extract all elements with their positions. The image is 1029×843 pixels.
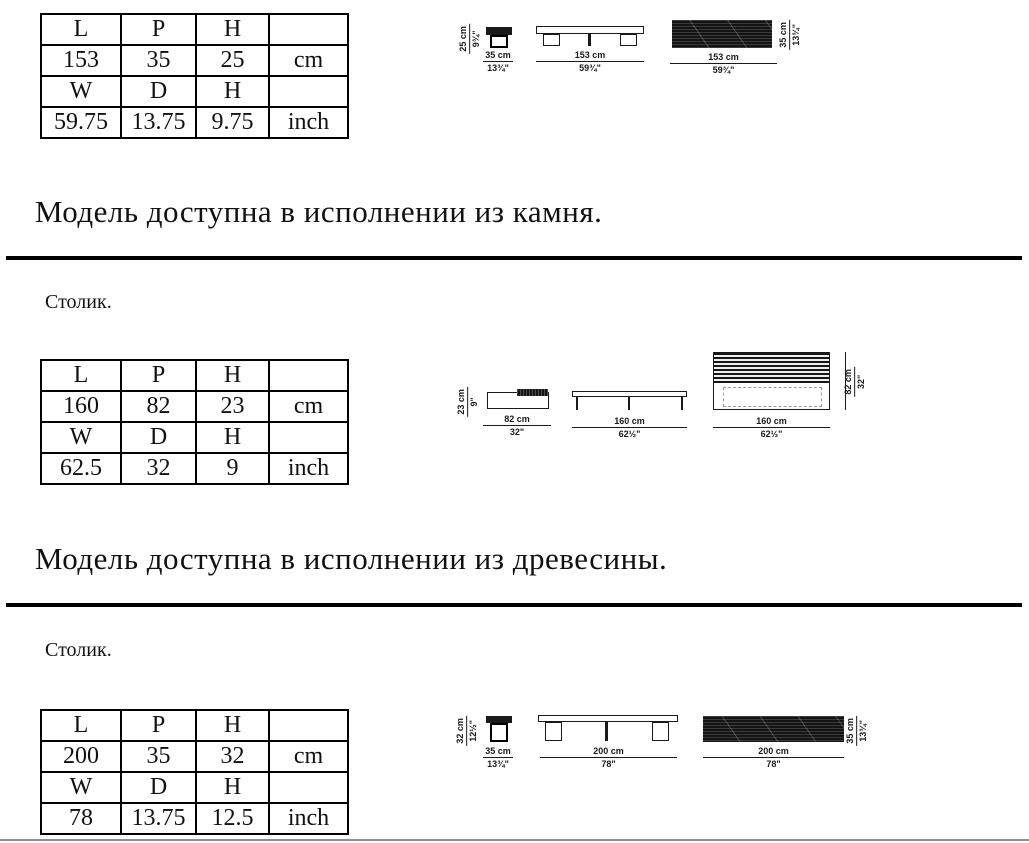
table-cell: W: [41, 772, 121, 803]
side-view-top-slab: [486, 27, 512, 35]
table-cell: L: [41, 14, 121, 45]
front-view-left-leg: [576, 397, 578, 410]
dim-value-inch: 13¾": [487, 759, 509, 770]
dim-front-width: [572, 416, 687, 440]
side-view-top-slab: [486, 716, 512, 723]
dimensions-table-lowtable: [40, 359, 349, 485]
table-cell: W: [41, 422, 121, 453]
table-cell: H: [196, 360, 269, 391]
table-row: [41, 360, 348, 391]
table-cell: 13.75: [121, 803, 196, 834]
dim-line: [572, 427, 687, 428]
table-cell: P: [121, 360, 196, 391]
dim-value-inch: 78": [766, 759, 781, 770]
dim-line: [467, 716, 468, 746]
dim-top-width: [713, 416, 830, 440]
table-cell: 25: [196, 45, 269, 76]
dim-value-inch: 32": [509, 427, 525, 438]
side-view-top-slab: [517, 389, 548, 396]
dim-value-cm: 25 cm: [458, 26, 469, 52]
section-title-stolik: Столик.: [45, 639, 112, 661]
table-row: [41, 422, 348, 453]
front-view-slab: [536, 26, 644, 34]
table-cell: 160: [41, 391, 121, 422]
dim-top-depth: [843, 364, 867, 400]
table-cell: L: [41, 710, 121, 741]
top-view-slats: [714, 353, 829, 383]
table-cell: [269, 710, 348, 741]
dim-value-inch: 62½": [760, 429, 783, 440]
table-cell: 62.5: [41, 453, 121, 484]
dim-side-height: [456, 384, 480, 420]
table-cell: [269, 14, 348, 45]
table-cell: 32: [196, 741, 269, 772]
window-bottom-edge: [0, 839, 1029, 841]
dim-value-cm: 200 cm: [758, 746, 789, 756]
table-cell: D: [121, 422, 196, 453]
dim-side-width: [483, 50, 513, 74]
top-view-dashed-frame: [723, 387, 822, 407]
table-cell: 59.75: [41, 107, 121, 138]
dim-top-width: [670, 52, 777, 76]
dim-line: [483, 425, 551, 426]
front-view-center-leg: [605, 722, 608, 741]
dim-value-cm: 35 cm: [845, 718, 856, 744]
dim-side-width: [483, 414, 551, 438]
dim-value-cm: 23 cm: [456, 389, 467, 415]
dim-value-cm: 153 cm: [708, 52, 739, 62]
dim-value-cm: 160 cm: [756, 416, 787, 426]
table-cell: 23: [196, 391, 269, 422]
table-cell: 35: [121, 45, 196, 76]
table-cell: 82: [121, 391, 196, 422]
top-view-plan: [713, 352, 830, 410]
dim-line: [713, 427, 830, 428]
dim-value-cm: 82 cm: [504, 414, 530, 424]
table-cell: 9: [196, 453, 269, 484]
dim-value-inch: 59¾": [579, 63, 601, 74]
table-cell: D: [121, 772, 196, 803]
dim-side-height: [458, 21, 482, 57]
dim-value-cm: 35 cm: [485, 50, 511, 60]
table-row: [41, 453, 348, 484]
dimensions-table-stone: [40, 13, 349, 139]
top-view-plan: [672, 20, 772, 48]
table-cell: 32: [121, 453, 196, 484]
dim-value-cm: 160 cm: [614, 416, 645, 426]
dim-side-width: [483, 746, 513, 770]
dim-value-inch: 9¾": [471, 30, 482, 48]
front-view-left-leg: [545, 722, 562, 741]
table-cell: L: [41, 360, 121, 391]
table-row: [41, 14, 348, 45]
table-row: [41, 772, 348, 803]
table-cell: inch: [269, 453, 348, 484]
table-row: [41, 741, 348, 772]
dim-side-height: [455, 713, 479, 749]
table-row: [41, 107, 348, 138]
table-cell: 13.75: [121, 107, 196, 138]
dim-top-depth: [778, 17, 802, 53]
table-cell: [269, 360, 348, 391]
dim-value-cm: 32 cm: [455, 718, 466, 744]
front-view-center-leg: [588, 34, 591, 46]
table-row: [41, 45, 348, 76]
dim-value-inch: 13¾": [858, 719, 869, 742]
dim-line: [536, 61, 644, 62]
dim-value-inch: 62½": [618, 429, 641, 440]
dim-value-cm: 200 cm: [593, 746, 624, 756]
dim-front-width: [536, 50, 644, 74]
table-cell: 35: [121, 741, 196, 772]
section-divider: [6, 603, 1022, 607]
section-title-stolik: Столик.: [45, 291, 112, 313]
dim-line: [790, 20, 791, 50]
dim-front-width: [540, 746, 677, 770]
dim-value-inch: 59¾": [712, 65, 735, 76]
table-row: [41, 391, 348, 422]
table-cell: H: [196, 710, 269, 741]
dim-value-inch: 13¾": [791, 23, 802, 46]
table-cell: 9.75: [196, 107, 269, 138]
table-cell: [269, 76, 348, 107]
table-cell: W: [41, 76, 121, 107]
dim-line: [483, 61, 513, 62]
dim-line: [703, 757, 844, 758]
table-row: [41, 710, 348, 741]
dim-value-cm: 82 cm: [843, 369, 854, 395]
table-cell: [269, 772, 348, 803]
material-note-wood: Модель доступна в исполнении из древесины.: [35, 541, 668, 576]
table-cell: P: [121, 710, 196, 741]
front-view-center-leg: [628, 397, 630, 410]
table-cell: inch: [269, 803, 348, 834]
table-cell: H: [196, 772, 269, 803]
table-cell: cm: [269, 45, 348, 76]
dim-value-inch: 12½": [468, 719, 479, 742]
dim-line: [670, 63, 777, 64]
dim-value-inch: 9": [469, 397, 480, 407]
table-cell: H: [196, 422, 269, 453]
table-row: [41, 803, 348, 834]
material-note-stone: Модель доступна в исполнении из камня.: [35, 194, 603, 229]
table-cell: cm: [269, 741, 348, 772]
dim-value-cm: 153 cm: [574, 50, 606, 60]
table-cell: inch: [269, 107, 348, 138]
dim-value-cm: 35 cm: [485, 746, 511, 756]
dim-line: [855, 367, 856, 397]
dim-value-inch: 13¾": [487, 63, 509, 74]
top-view-plan: [703, 716, 844, 742]
table-cell: 200: [41, 741, 121, 772]
front-view-right-leg: [652, 722, 669, 741]
table-cell: [269, 422, 348, 453]
dim-value-inch: 78": [601, 759, 616, 770]
table-cell: P: [121, 14, 196, 45]
table-cell: 12.5: [196, 803, 269, 834]
dim-line: [470, 24, 471, 54]
dim-line: [483, 757, 513, 758]
table-cell: H: [196, 14, 269, 45]
dim-line: [468, 387, 469, 417]
dim-value-cm: 35 cm: [778, 22, 789, 48]
front-view-right-leg: [620, 34, 637, 46]
section-divider: [6, 256, 1022, 260]
front-view-slab: [538, 715, 678, 722]
side-view-base: [490, 35, 508, 48]
table-cell: 153: [41, 45, 121, 76]
table-cell: cm: [269, 391, 348, 422]
dim-top-width: [703, 746, 844, 770]
table-row: [41, 76, 348, 107]
dim-value-inch: 32": [856, 374, 867, 389]
front-view-right-leg: [681, 397, 683, 410]
dim-top-depth: [845, 713, 869, 749]
side-view-base: [490, 723, 508, 742]
table-cell: 78: [41, 803, 121, 834]
table-cell: D: [121, 76, 196, 107]
front-view-left-leg: [543, 34, 560, 46]
dim-line: [857, 716, 858, 746]
dimensions-table-console: [40, 709, 349, 835]
table-cell: H: [196, 76, 269, 107]
dim-line: [540, 757, 677, 758]
